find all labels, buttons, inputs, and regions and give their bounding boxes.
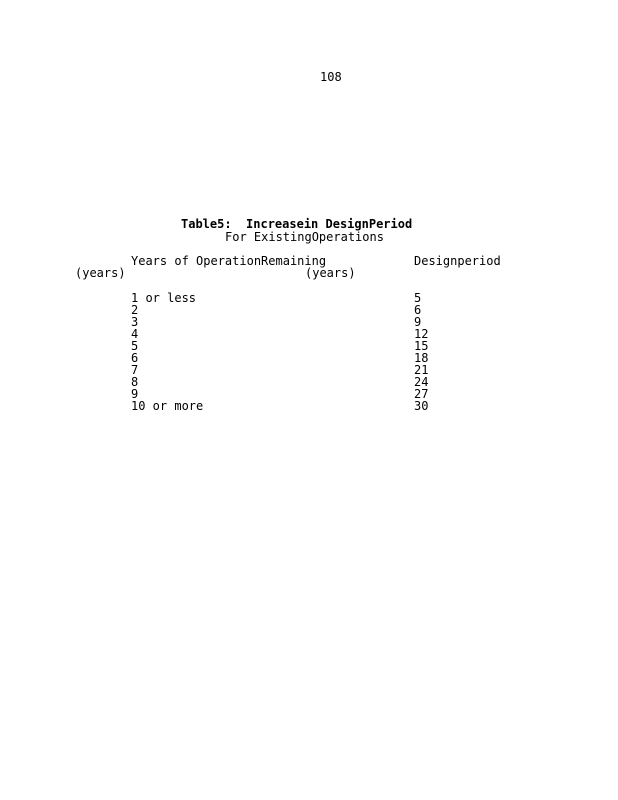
table-cell-years: 1 or less bbox=[131, 291, 197, 305]
table-cell-design-period: 18 bbox=[414, 351, 429, 365]
table-cell-years: 4 bbox=[131, 327, 139, 341]
table-cell-design-period: 5 bbox=[414, 291, 422, 305]
table-cell-years: 6 bbox=[131, 351, 139, 365]
table-cell-years: 7 bbox=[131, 363, 139, 377]
table-cell-design-period: 12 bbox=[414, 327, 429, 341]
design-period-column bbox=[414, 292, 428, 412]
table-cell-design-period: 21 bbox=[414, 363, 429, 377]
table-subtitle: For ExistingOperations bbox=[225, 230, 384, 244]
table-cell-design-period: 30 bbox=[414, 399, 429, 413]
column-header-years-unit-left: (years) bbox=[75, 266, 126, 280]
table-cell-design-period: 27 bbox=[414, 387, 429, 401]
years-column bbox=[131, 292, 203, 412]
table-cell-design-period: 15 bbox=[414, 339, 429, 353]
page-number: 108 bbox=[320, 70, 342, 84]
table-cell-years: 9 bbox=[131, 387, 139, 401]
column-header-design-period: Designperiod bbox=[414, 254, 501, 268]
table-cell-years: 3 bbox=[131, 315, 139, 329]
table-cell-years: 8 bbox=[131, 375, 139, 389]
table-cell-years: 5 bbox=[131, 339, 139, 353]
table-cell-years: 2 bbox=[131, 303, 139, 317]
table-cell-years: 10 or more bbox=[131, 399, 204, 413]
table-cell-design-period: 24 bbox=[414, 375, 429, 389]
column-header-years-unit-right: (years) bbox=[305, 266, 356, 280]
table-cell-design-period: 6 bbox=[414, 303, 422, 317]
table-title: Table5: Increasein DesignPeriod bbox=[181, 217, 413, 231]
column-header-years: Years of OperationRemaining bbox=[131, 254, 327, 268]
table-cell-design-period: 9 bbox=[414, 315, 422, 329]
